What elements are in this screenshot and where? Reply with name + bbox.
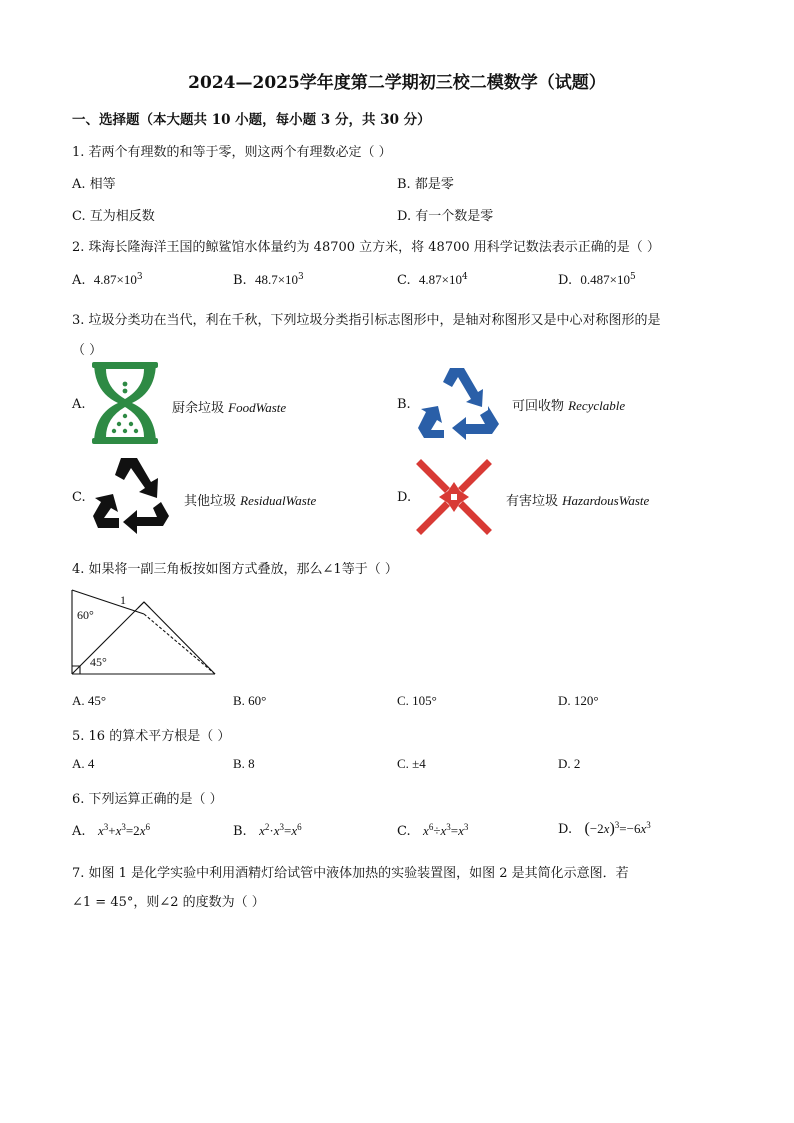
- food-waste-icon[interactable]: [92, 362, 158, 444]
- option-label: B.: [233, 273, 247, 288]
- question-6-option-a[interactable]: [72, 822, 150, 839]
- question-1-option-a[interactable]: A. 相等: [72, 177, 116, 192]
- question-4-option-c[interactable]: C. 105°: [397, 693, 437, 708]
- label-cn: 有害垃圾: [506, 494, 559, 509]
- residual-waste-icon[interactable]: [91, 456, 171, 536]
- question-2-stem: 2. 珠海长隆海洋王国的鲸鲨馆水体量约为 48700 立方米，将 48700 用科学记数法表示正确的是（ ）: [72, 240, 660, 255]
- recyclable-icon[interactable]: [416, 366, 500, 440]
- question-3-option-b-text: [512, 395, 625, 414]
- question-6-stem: 6. 下列运算正确的是（ ）: [72, 792, 223, 807]
- question-3-option-b-label[interactable]: B.: [397, 397, 411, 412]
- question-3-option-a-label[interactable]: A.: [72, 397, 86, 412]
- option-mantissa: 4.87×10: [418, 272, 462, 287]
- option-label: A.: [72, 824, 86, 839]
- option-exponent: 4: [461, 272, 468, 282]
- option-label: B.: [233, 824, 247, 839]
- question-5-option-c[interactable]: C. ±4: [397, 756, 426, 771]
- question-6-option-b[interactable]: [233, 822, 302, 839]
- option-label: C.: [397, 273, 411, 288]
- option-label: D.: [558, 273, 573, 288]
- option-mantissa: 4.87×10: [93, 272, 137, 287]
- label-en: FoodWaste: [228, 400, 287, 415]
- option-mantissa: 0.487×10: [580, 272, 630, 287]
- option-mantissa: 48.7×10: [254, 272, 299, 287]
- formula-b: $x^2\cdot x^3=x^6$: [259, 822, 302, 838]
- option-exponent: 3: [298, 272, 304, 282]
- label-en: HazardousWaste: [562, 493, 650, 508]
- question-1-option-c[interactable]: C. 互为相反数: [72, 209, 155, 224]
- option-exponent: 5: [629, 272, 636, 282]
- label-en: ResidualWaste: [240, 493, 317, 508]
- label-en: Recyclable: [568, 398, 626, 413]
- question-1-option-d[interactable]: D. 有一个数是零: [397, 209, 494, 224]
- question-3-option-d-text: [506, 490, 649, 509]
- section-heading: 一、选择题（本大题共 10 小题，每小题 3 分，共 30 分）: [72, 112, 431, 128]
- question-7-stem-line-2: ∠1 = 45°，则∠2 的度数为（ ）: [72, 895, 265, 910]
- formula-d: $(-2x)^3=-6x^3$: [584, 820, 651, 837]
- question-3-option-d-label[interactable]: D.: [397, 490, 412, 505]
- question-3-option-c-label[interactable]: C.: [72, 490, 86, 505]
- question-4-option-d[interactable]: D. 120°: [558, 693, 599, 708]
- option-exponent: 3: [136, 272, 143, 282]
- question-2-option-b[interactable]: [233, 272, 304, 288]
- option-label: A.: [72, 273, 86, 288]
- formula-a: $x^3+x^3=2x^6$: [97, 822, 150, 838]
- question-1-stem: 1. 若两个有理数的和等于零，则这两个有理数必定（ ）: [72, 145, 392, 160]
- option-label: D.: [558, 822, 573, 837]
- formula-c: $x^6\div x^3=x^3$: [423, 822, 469, 838]
- label-cn: 可回收物: [512, 399, 565, 414]
- question-5-option-d[interactable]: D. 2: [558, 756, 581, 771]
- question-5-stem: 5. 16 的算术平方根是（ ）: [72, 729, 231, 744]
- question-6-option-d[interactable]: [558, 820, 651, 838]
- figure-label-45: 45°: [90, 655, 107, 669]
- question-2-option-d[interactable]: [558, 272, 636, 288]
- question-4-option-b[interactable]: B. 60°: [233, 693, 267, 708]
- question-7-stem-line-1: 7. 如图 1 是化学实验中利用酒精灯给试管中液体加热的实验装置图，如图 2 是其简化示意图．若: [72, 866, 629, 881]
- label-cn: 其他垃圾: [184, 494, 237, 509]
- figure-label-60: 60°: [77, 608, 94, 622]
- question-5-option-b[interactable]: B. 8: [233, 756, 255, 771]
- question-2-option-a[interactable]: [72, 272, 143, 288]
- figure-label-angle-1: 1: [120, 593, 126, 607]
- question-3-option-a-text: [172, 397, 286, 416]
- question-6-option-c[interactable]: [397, 822, 468, 839]
- question-3-stem-paren: （ ）: [72, 343, 103, 358]
- question-3-option-c-text: [184, 490, 316, 509]
- page-title: 2024—2025学年度第二学期初三校二模数学（试题）: [188, 73, 606, 93]
- question-4-stem: 4. 如果将一副三角板按如图方式叠放，那么∠1等于（ ）: [72, 562, 398, 577]
- label-cn: 厨余垃圾: [172, 401, 225, 416]
- question-5-option-a[interactable]: A. 4: [72, 756, 95, 771]
- question-2-option-c[interactable]: [397, 272, 468, 288]
- question-4-option-a[interactable]: A. 45°: [72, 693, 107, 708]
- question-1-option-b[interactable]: B. 都是零: [397, 177, 454, 192]
- hazardous-waste-icon[interactable]: [417, 460, 491, 534]
- option-label: C.: [397, 824, 411, 839]
- question-3-stem: 3. 垃圾分类功在当代，利在千秋，下列垃圾分类指引标志图形中，是轴对称图形又是中心对称图形的是: [72, 313, 661, 328]
